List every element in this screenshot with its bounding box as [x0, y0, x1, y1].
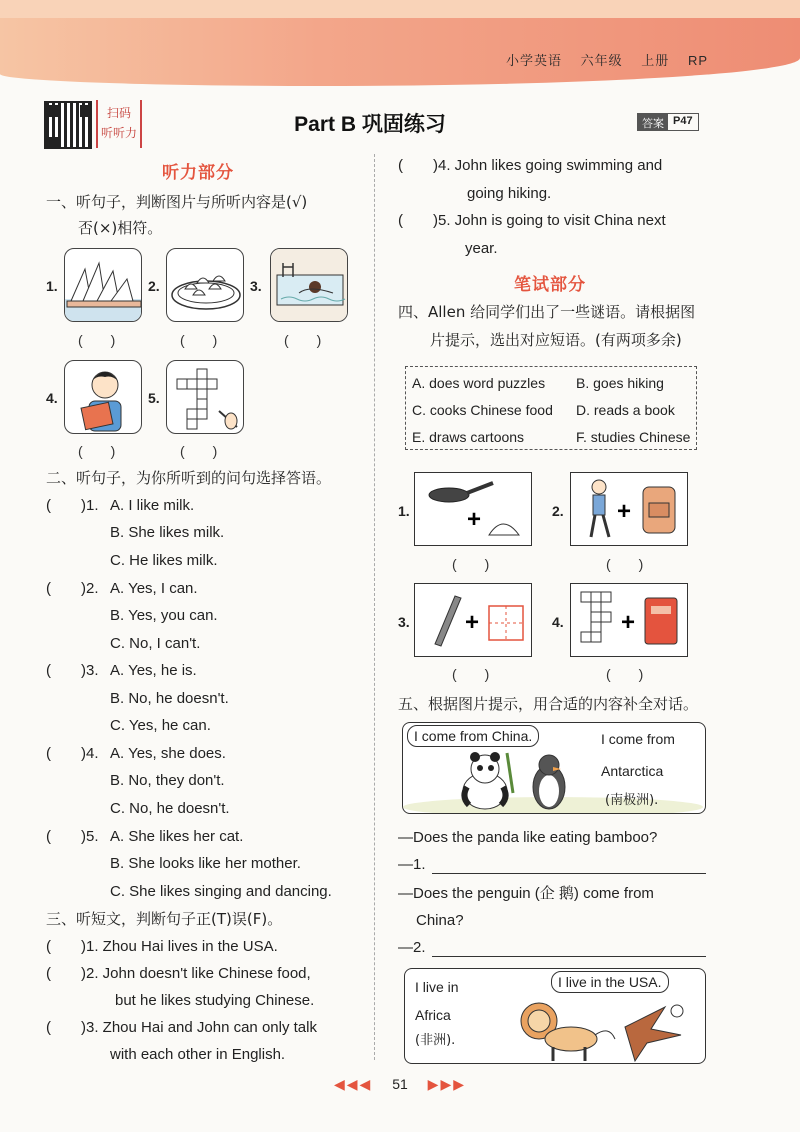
qr-label: [96, 100, 142, 148]
q3-statement-2-line1[interactable]: ( )2. John doesn't like Chinese food,: [46, 965, 311, 982]
q2-item2-option-b: B. Yes, you can.: [110, 607, 218, 624]
edition-label: RP: [687, 53, 708, 68]
prev-arrows-icon: ◀◀◀: [334, 1076, 373, 1092]
volume-label: 上册: [641, 53, 670, 68]
q5-question-1: —Does the panda like eating bamboo?: [398, 829, 658, 846]
page-footer: [0, 1076, 800, 1093]
column-divider: [374, 154, 375, 1060]
penguin-line-3: (南极洲).: [605, 793, 659, 808]
q1-answer-2[interactable]: ( ): [180, 332, 218, 348]
qr-label-line2: 听听力: [100, 126, 137, 140]
q1-answer-5[interactable]: ( ): [180, 443, 218, 459]
page-number: 51: [392, 1076, 408, 1092]
q3-statement-5-line2: year.: [465, 240, 498, 257]
q1-answer-1[interactable]: ( ): [78, 332, 116, 348]
answer-label: 答案: [638, 114, 668, 130]
q4-answer-3[interactable]: ( ): [452, 666, 490, 682]
q2-item2-option-a: A. Yes, I can.: [110, 580, 198, 597]
svg-text:+: +: [621, 609, 636, 636]
q3-statement-2-line2: but he likes studying Chinese.: [115, 992, 315, 1009]
word-puzzle-picture: [166, 360, 244, 434]
q1-answer-3[interactable]: ( ): [284, 332, 322, 348]
q1-num-5: 5.: [148, 390, 160, 406]
q5-question-2-line2: China?: [416, 912, 464, 929]
q2-item5-number[interactable]: ( )5.: [46, 828, 99, 845]
drawing-riddle-picture: [414, 583, 532, 657]
listening-section-title: 听力部分: [162, 163, 234, 182]
q2-item4-option-a: A. Yes, she does.: [110, 745, 226, 762]
q2-item4-option-b: B. No, they don't.: [110, 772, 225, 789]
q5-question-2-line1: —Does the penguin (企 鹅) come from: [398, 885, 654, 902]
chinese-book-riddle-picture: [570, 583, 688, 657]
q5-heading: 五、根据图片提示，用合适的内容补全对话。: [398, 695, 699, 713]
q1-num-2: 2.: [148, 278, 160, 294]
dumplings-picture: [166, 248, 244, 322]
q2-item5-option-c: C. She likes singing and dancing.: [110, 883, 332, 900]
q4-heading-line1: 四、Allen 给同学们出了一些谜语。请根据图: [398, 303, 696, 321]
q4-num-2: 2.: [552, 503, 564, 519]
q2-heading: 二、听句子，为你所听到的问句选择答语。: [46, 469, 332, 487]
q5-answer-1-label: —1.: [398, 856, 426, 873]
q5-answer-2-line[interactable]: [432, 956, 706, 957]
panda-speech-bubble: I come from China.: [407, 725, 539, 747]
panda-penguin-comic: [402, 722, 706, 814]
qr-code[interactable]: [44, 101, 92, 149]
option-c: C. cooks Chinese food: [412, 402, 553, 418]
q4-answer-2[interactable]: ( ): [606, 556, 644, 572]
answer-reference: [637, 113, 699, 131]
q2-item3-option-c: C. Yes, he can.: [110, 717, 211, 734]
q4-answer-4[interactable]: ( ): [606, 666, 644, 682]
q5-answer-2-label: —2.: [398, 939, 426, 956]
q1-num-4: 4.: [46, 390, 58, 406]
q3-statement-4-line2: going hiking.: [467, 185, 552, 202]
q1-answer-4[interactable]: ( ): [78, 443, 116, 459]
option-a: A. does word puzzles: [412, 375, 546, 391]
q3-statement-4-line1[interactable]: ( )4. John likes going swimming and: [398, 157, 663, 174]
hiking-riddle-picture: [570, 472, 688, 546]
q4-options-box: [405, 366, 697, 450]
grade-label: 六年级: [580, 53, 623, 68]
option-b: B. goes hiking: [576, 375, 664, 391]
svg-text:+: +: [617, 498, 632, 525]
q5-answer-1-line[interactable]: [432, 873, 706, 874]
q1-num-1: 1.: [46, 278, 58, 294]
penguin-line-2: Antarctica: [601, 763, 664, 779]
q4-num-4: 4.: [552, 614, 564, 630]
q4-num-3: 3.: [398, 614, 410, 630]
eagle-speech-bubble: I live in the USA.: [551, 971, 669, 993]
q1-heading-line2: 否(×)相符。: [78, 219, 163, 237]
subject-label: 小学英语: [506, 53, 563, 68]
page-title: Part B 巩固练习: [294, 113, 446, 136]
q2-item3-number[interactable]: ( )3.: [46, 662, 99, 679]
q1-num-3: 3.: [250, 278, 262, 294]
q2-item3-option-b: B. No, he doesn't.: [110, 690, 229, 707]
book-info: [492, 50, 708, 69]
banner-strip: [0, 0, 800, 18]
q3-statement-1[interactable]: ( )1. Zhou Hai lives in the USA.: [46, 938, 278, 955]
qr-label-line1: 扫码: [106, 106, 131, 120]
q2-item4-option-c: C. No, he doesn't.: [110, 800, 230, 817]
penguin-line-1: I come from: [601, 731, 675, 747]
svg-text:+: +: [467, 506, 482, 533]
writing-section-title: 笔试部分: [514, 275, 586, 294]
q2-item5-option-b: B. She looks like her mother.: [110, 855, 301, 872]
q3-statement-3-line2: with each other in English.: [110, 1046, 286, 1063]
next-arrows-icon: ▶▶▶: [427, 1076, 466, 1092]
q3-heading: 三、听短文，判断句子正(T)误(F)。: [46, 910, 283, 928]
q2-item2-number[interactable]: ( )2.: [46, 580, 99, 597]
q4-heading-line2: 片提示，选出对应短语。(有两项多余): [430, 331, 682, 349]
q3-statement-5-line1[interactable]: ( )5. John is going to visit China next: [398, 212, 666, 229]
q2-item1-option-c: C. He likes milk.: [110, 552, 218, 569]
q2-item1-number[interactable]: ( )1.: [46, 497, 99, 514]
q4-answer-1[interactable]: ( ): [452, 556, 490, 572]
q2-item3-option-a: A. Yes, he is.: [110, 662, 197, 679]
answer-page: P47: [673, 115, 693, 127]
cooking-riddle-picture: [414, 472, 532, 546]
q2-item5-option-a: A. She likes her cat.: [110, 828, 244, 845]
lion-line-3: (非洲).: [415, 1033, 456, 1048]
lion-eagle-comic: [404, 968, 706, 1064]
q3-statement-3-line1[interactable]: ( )3. Zhou Hai and John can only talk: [46, 1019, 317, 1036]
lion-line-1: I live in: [415, 979, 459, 995]
q2-item1-option-b: B. She likes milk.: [110, 524, 225, 541]
boy-reading-picture: [64, 360, 142, 434]
opera-house-picture: [64, 248, 142, 322]
option-d: D. reads a book: [576, 402, 675, 418]
q4-num-1: 1.: [398, 503, 410, 519]
option-f: F. studies Chinese: [576, 429, 691, 445]
lion-line-2: Africa: [415, 1007, 451, 1023]
q2-item4-number[interactable]: ( )4.: [46, 745, 99, 762]
q2-item1-option-a: A. I like milk.: [110, 497, 195, 514]
svg-text:+: +: [465, 609, 480, 636]
q1-heading-line1: 一、听句子，判断图片与所听内容是(√): [46, 193, 308, 211]
q2-item2-option-c: C. No, I can't.: [110, 635, 201, 652]
option-e: E. draws cartoons: [412, 429, 525, 445]
header-banner: [0, 0, 800, 86]
swimming-picture: [270, 248, 348, 322]
